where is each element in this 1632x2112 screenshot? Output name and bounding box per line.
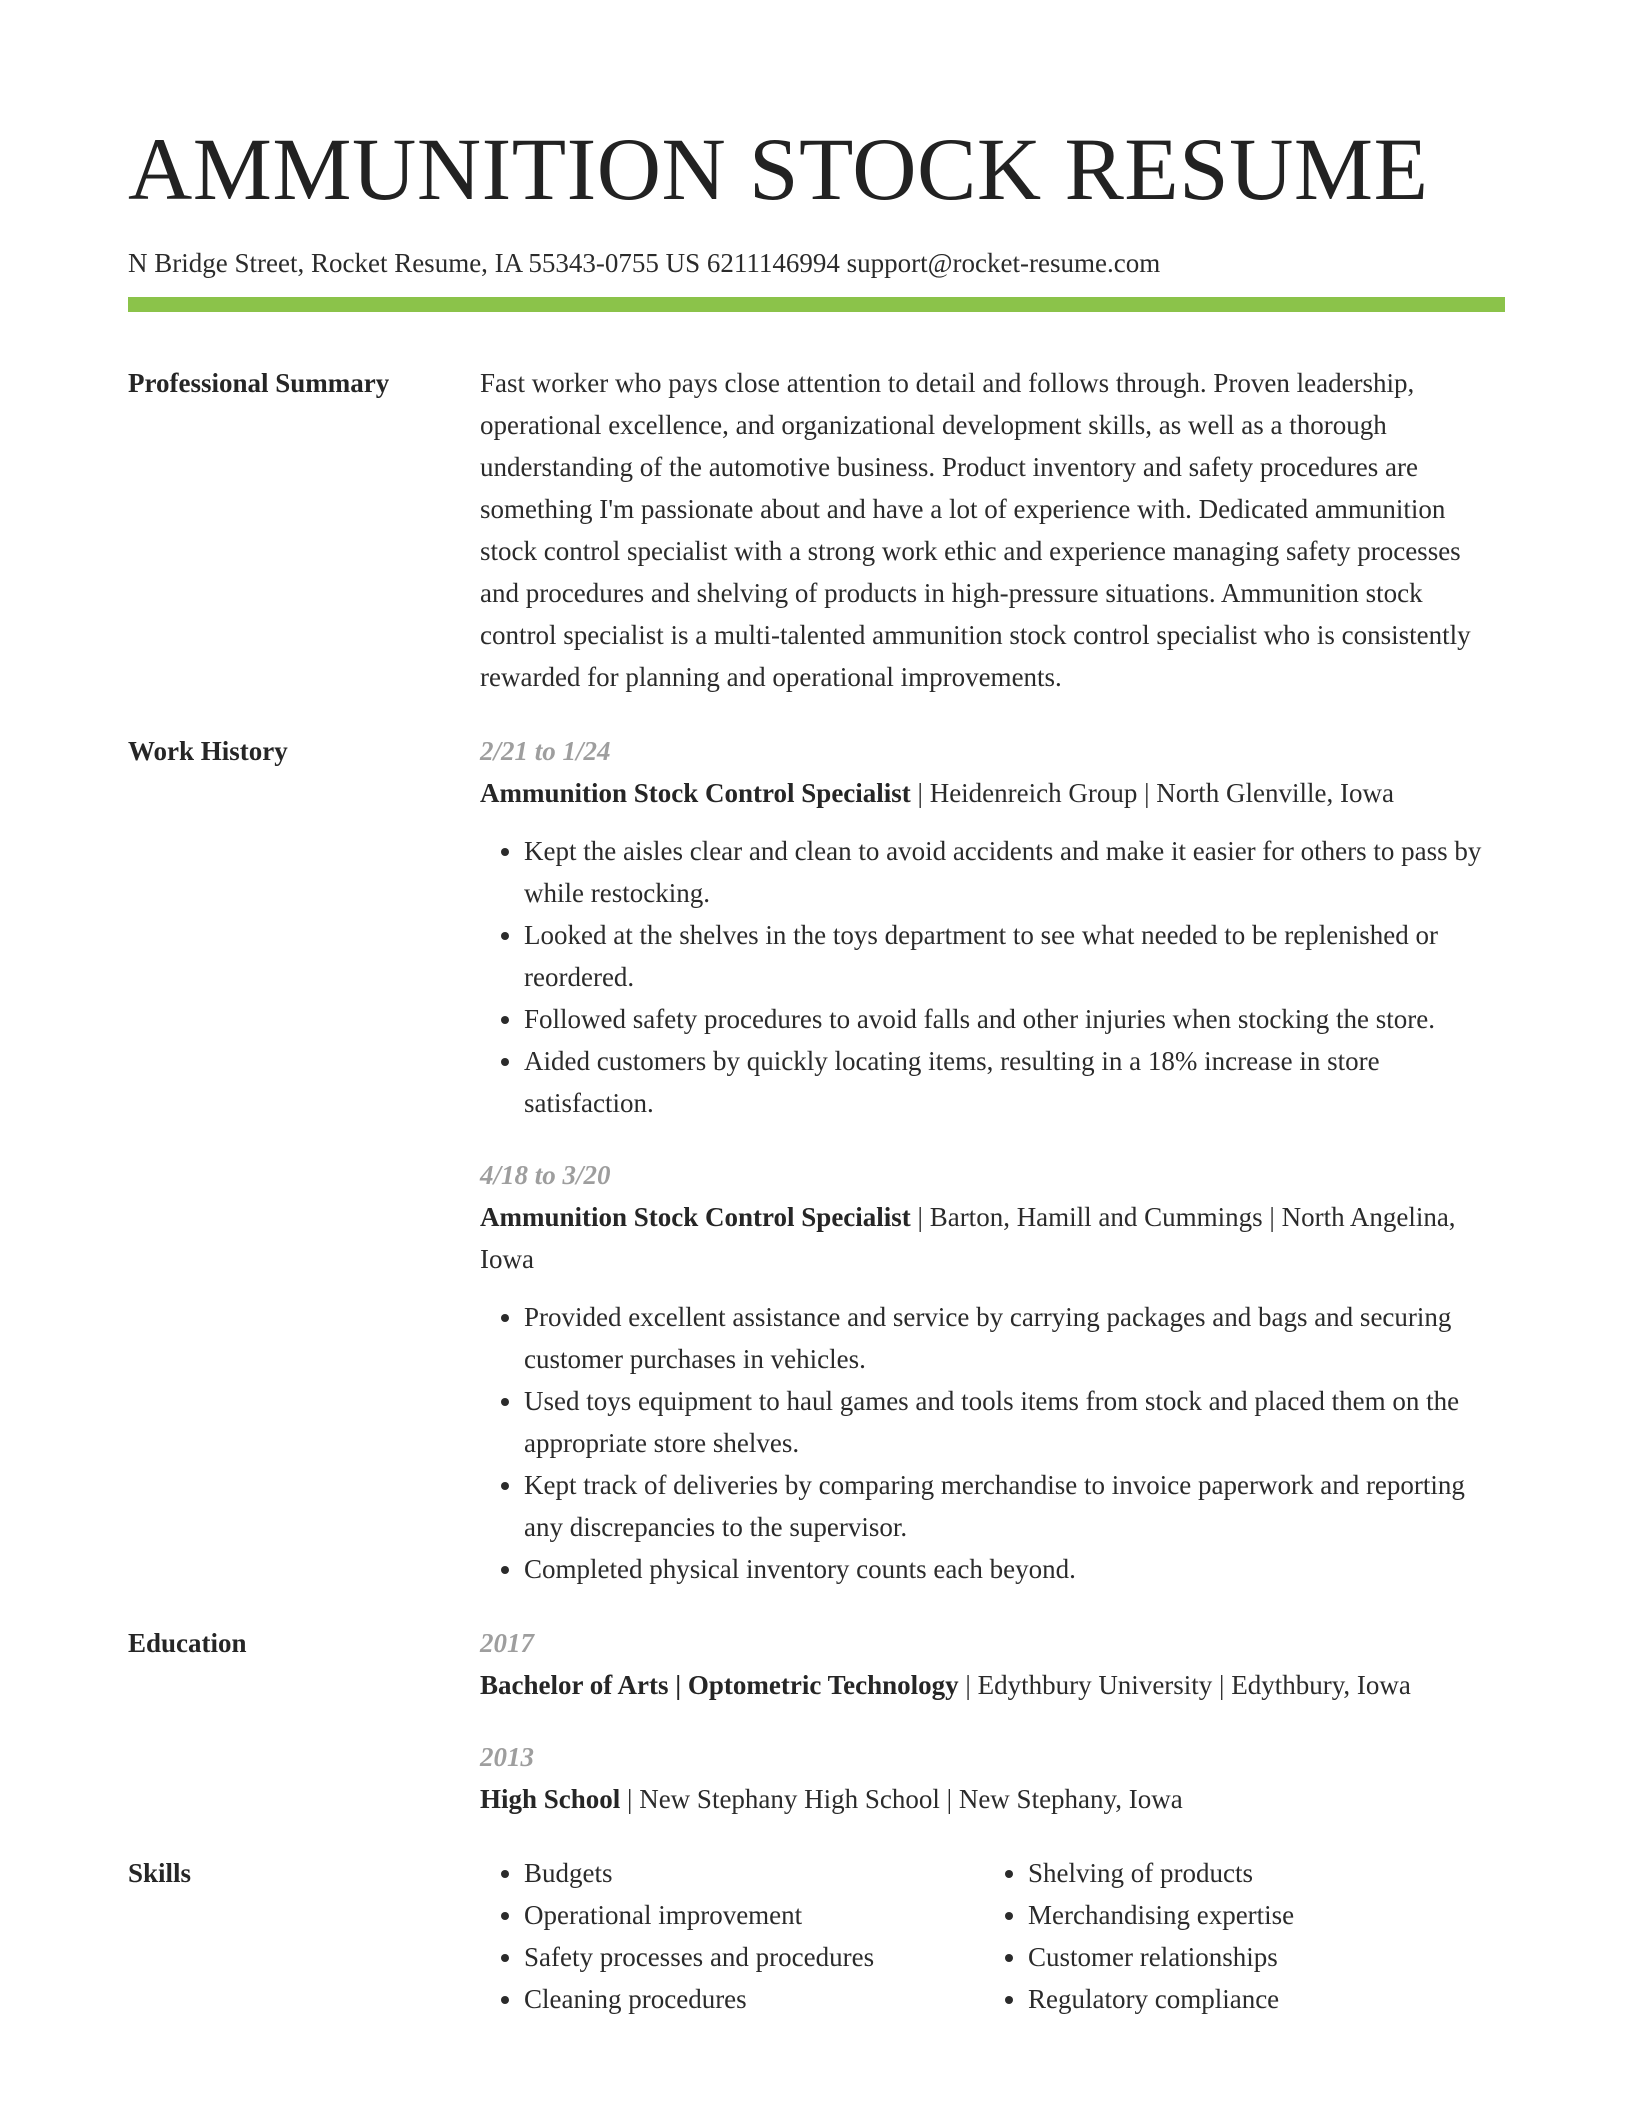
list-item: • Looked at the shelves in the toys department to see what needed to be replenished or reordered.	[524, 914, 1505, 998]
summary-section	[128, 362, 1505, 698]
education-entry	[480, 1736, 1505, 1820]
skills-heading: Skills	[128, 1858, 192, 1888]
education-heading: Education	[128, 1628, 247, 1658]
list-item: • Kept the aisles clear and clean to avoid accidents and make it easier for others to pass by while restocking.	[524, 830, 1505, 914]
job-heading	[480, 772, 1505, 814]
resume-title: AMMUNITION STOCK RESUME	[128, 121, 1429, 219]
list-item: • Customer relationships	[1028, 1936, 1528, 1978]
list-item: • Used toys equipment to haul games and tools items from stock and placed them on the appropriate store shelves.	[524, 1380, 1505, 1464]
job-dates: 2/21 to 1/24	[480, 736, 611, 766]
job-heading	[480, 1196, 1505, 1280]
education-details: | New Stephany High School | New Stephany, Iowa	[620, 1784, 1183, 1814]
summary-heading: Professional Summary	[128, 368, 390, 398]
job-bullets	[480, 830, 1505, 1124]
list-item: • Followed safety procedures to avoid falls and other injuries when stocking the store.	[524, 998, 1505, 1040]
job-title: Ammunition Stock Control Specialist	[480, 778, 911, 808]
skills-column-left	[480, 1852, 984, 2020]
education-degree: Bachelor of Arts | Optometric Technology	[480, 1670, 959, 1700]
education-heading-line	[480, 1778, 1505, 1820]
education-degree: High School	[480, 1784, 621, 1814]
job-entry	[480, 1154, 1505, 1590]
list-item: • Regulatory compliance	[1028, 1978, 1528, 2020]
list-item: • Shelving of products	[1028, 1852, 1528, 1894]
education-section	[128, 1622, 1505, 1820]
education-year: 2017	[480, 1628, 534, 1658]
skills-columns	[480, 1852, 1528, 2020]
list-item: • Safety processes and procedures	[524, 1936, 984, 1978]
list-item: • Completed physical inventory counts each beyond.	[524, 1548, 1505, 1590]
job-entry	[480, 730, 1505, 1124]
job-dates: 4/18 to 3/20	[480, 1160, 611, 1190]
skills-section	[128, 1852, 1505, 2020]
job-title: Ammunition Stock Control Specialist	[480, 1202, 911, 1232]
education-year: 2013	[480, 1742, 534, 1772]
job-details: | Heidenreich Group | North Glenville, Iowa	[910, 778, 1394, 808]
job-bullets	[480, 1296, 1505, 1590]
summary-text: Fast worker who pays close attention to detail and follows through. Proven leadership, operational excellence, and organizational development skills, as well as a thorough understanding of the automotive business. Product inventory and safety procedures are something I'm passionate about and have a lot of experience with. Dedicated ammunition stock control specialist with a strong work ethic and experience managing safety processes and procedures and shelving of products in high-pressure situations. Ammunition stock control specialist is a multi-talented ammunition stock control specialist who is consistently rewarded for planning and operational improvements.	[480, 368, 1471, 692]
education-heading-line	[480, 1664, 1505, 1706]
list-item: • Budgets	[524, 1852, 984, 1894]
list-item: • Operational improvement	[524, 1894, 984, 1936]
work-history-section	[128, 730, 1505, 1590]
education-details: | Edythbury University | Edythbury, Iowa	[958, 1670, 1411, 1700]
education-entry	[480, 1622, 1505, 1706]
skills-column-right	[984, 1852, 1528, 2020]
list-item: • Provided excellent assistance and service by carrying packages and bags and securing customer purchases in vehicles.	[524, 1296, 1505, 1380]
resume-page	[128, 120, 1505, 2020]
list-item: • Merchandising expertise	[1028, 1894, 1528, 1936]
list-item: • Kept track of deliveries by comparing merchandise to invoice paperwork and reporting any discrepancies to the supervisor.	[524, 1464, 1505, 1548]
list-item: • Cleaning procedures	[524, 1978, 984, 2020]
job-details: | Barton, Hamill and Cummings | North Angelina, Iowa	[480, 1202, 1456, 1274]
header-divider	[128, 297, 1505, 312]
contact-line: N Bridge Street, Rocket Resume, IA 55343-0755 US 6211146994 support@rocket-resume.com	[128, 248, 1161, 278]
work-history-heading: Work History	[128, 736, 288, 766]
list-item: • Aided customers by quickly locating items, resulting in a 18% increase in store satisfaction.	[524, 1040, 1505, 1124]
